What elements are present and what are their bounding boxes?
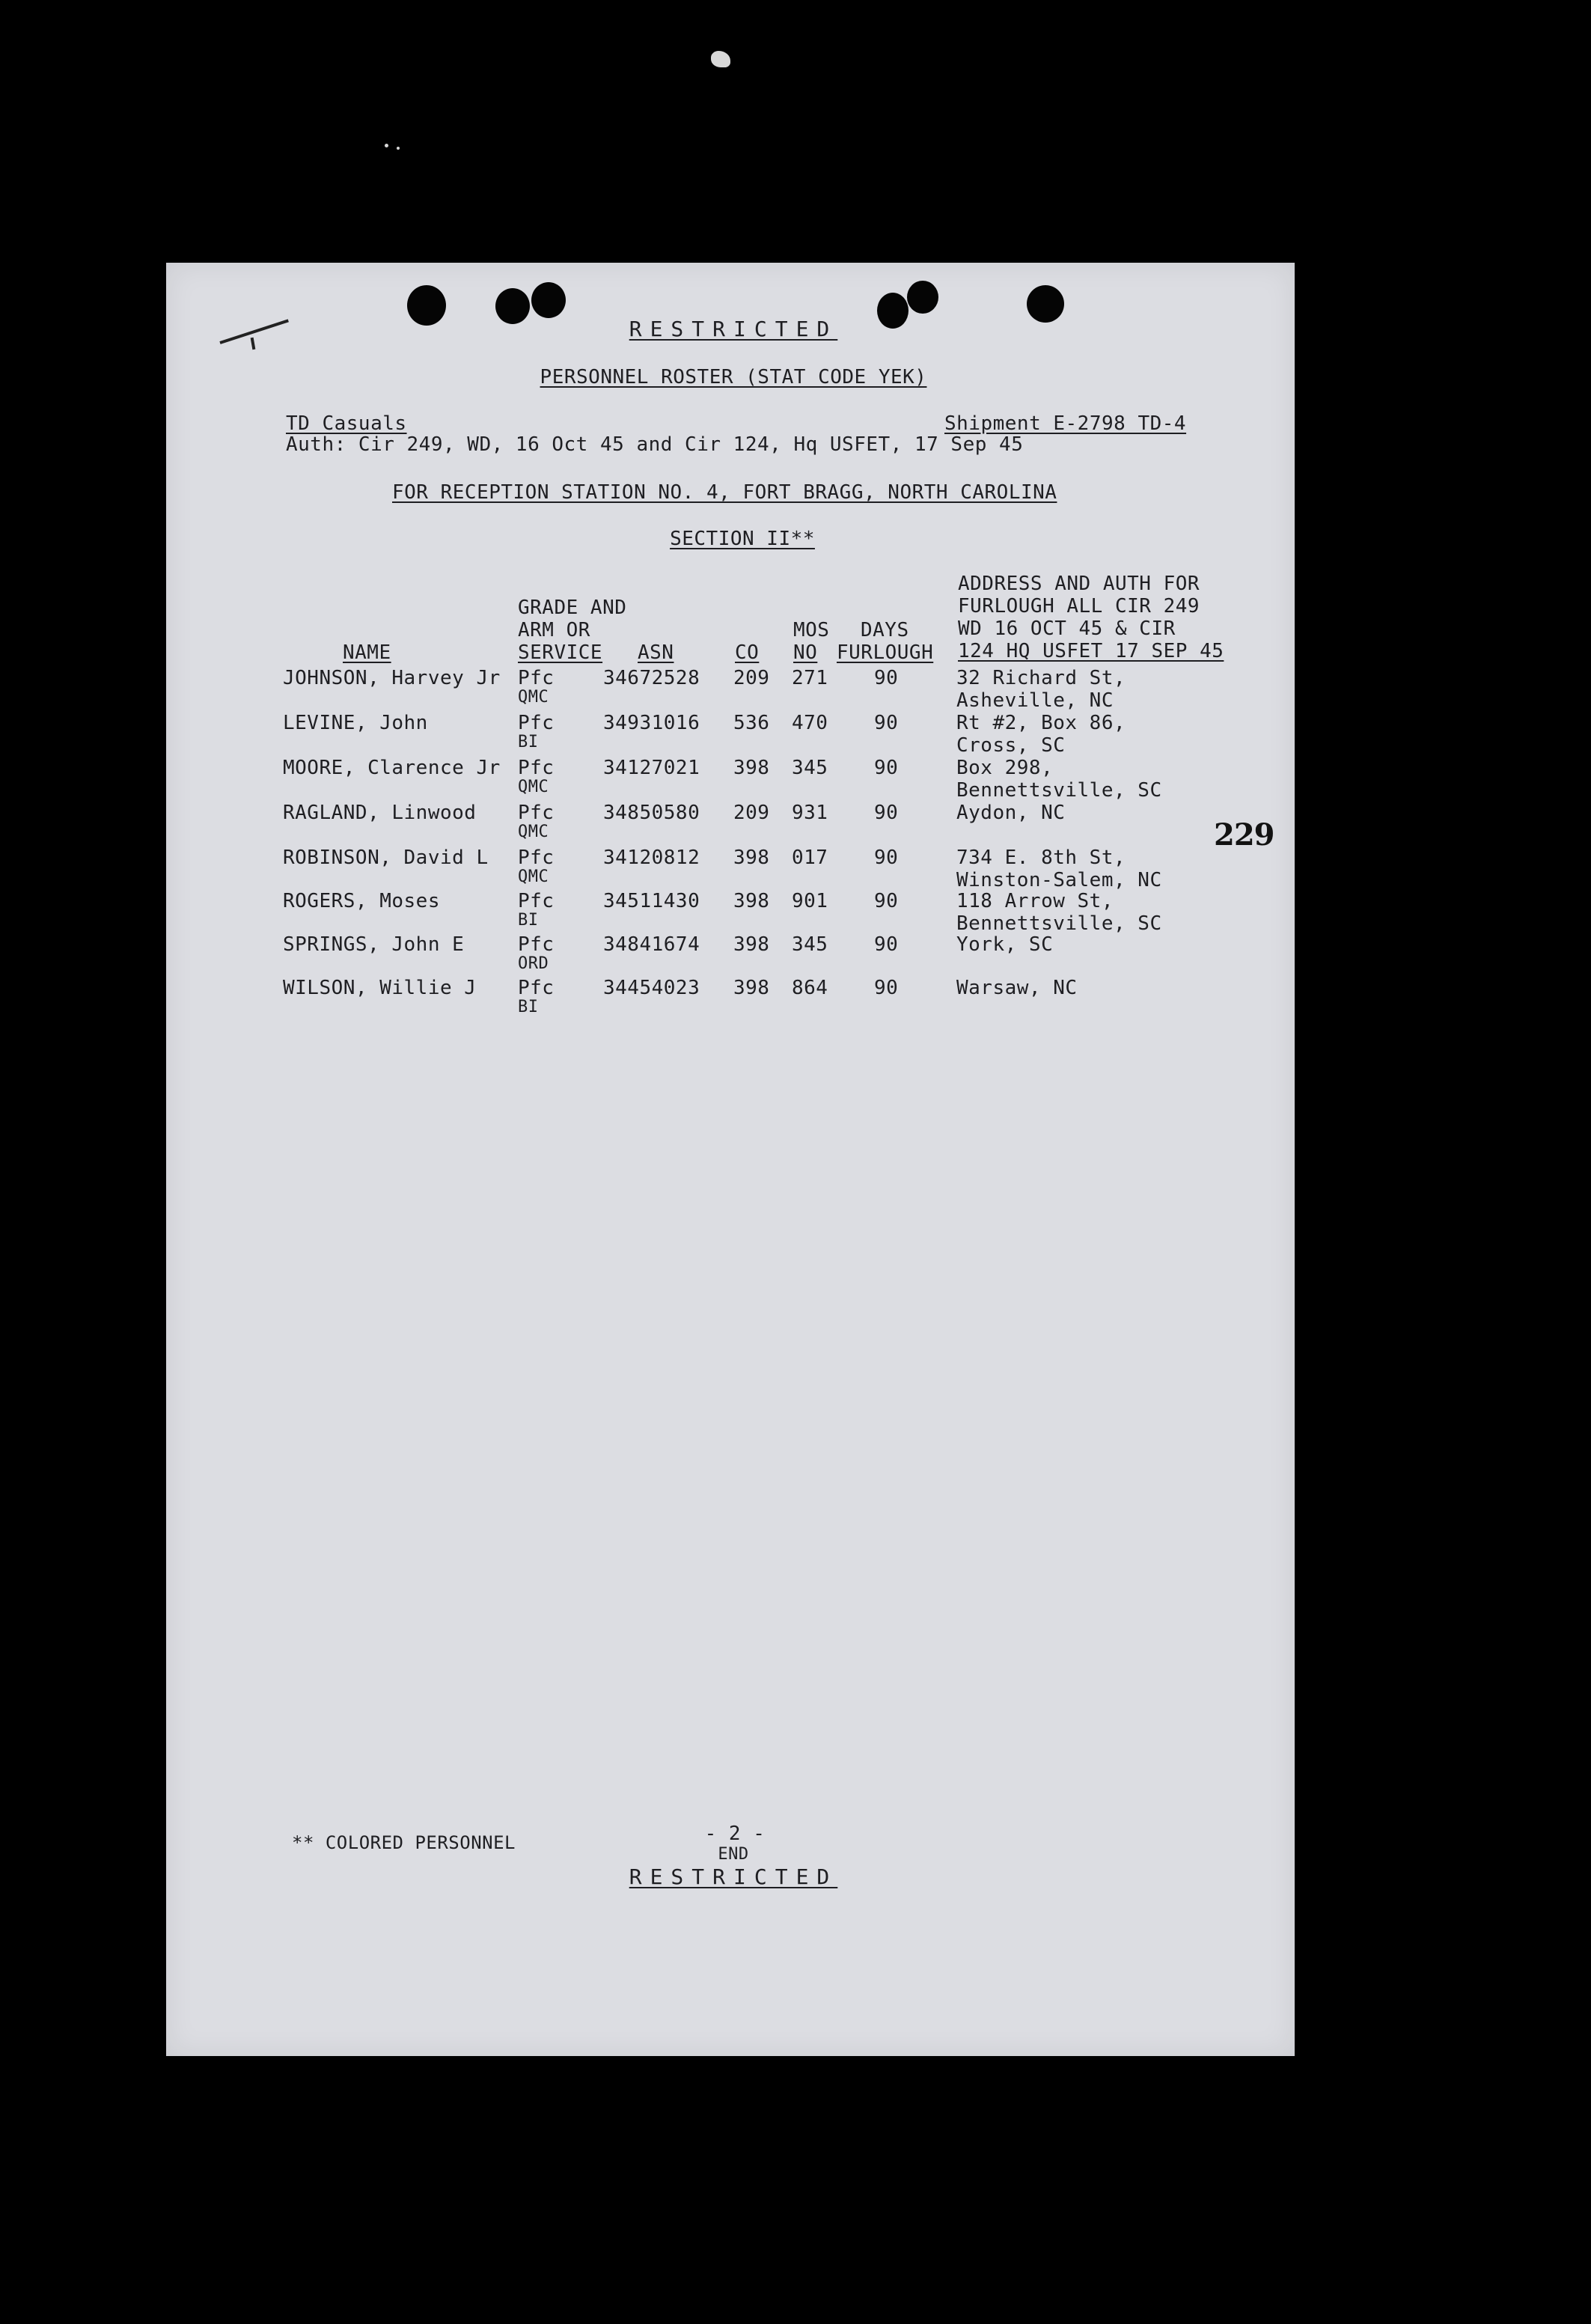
cell-grade: Pfc: [518, 933, 555, 956]
cell-arm: QMC: [518, 867, 549, 886]
cell-name: LEVINE, John: [283, 712, 428, 734]
col-days-line: FURLOUGH: [837, 641, 934, 664]
authority-line: Auth: Cir 249, WD, 16 Oct 45 and Cir 124, Hq USFET, 17 Sep 45: [286, 433, 1024, 456]
cell-asn: 34850580: [603, 802, 700, 824]
cell-name: ROBINSON, David L: [283, 847, 489, 869]
cell-co: 398: [733, 757, 770, 779]
roster-row: [166, 933, 1295, 978]
cell-arm: BI: [518, 998, 539, 1016]
cell-arm: QMC: [518, 823, 549, 841]
cell-grade: Pfc: [518, 757, 555, 779]
cell-days: 90: [874, 667, 899, 689]
cell-co: 398: [733, 977, 770, 999]
cell-name: RAGLAND, Linwood: [283, 802, 477, 824]
cell-asn: 34127021: [603, 757, 700, 779]
cell-address: Bennettsville, SC: [956, 779, 1162, 802]
roster-row: [166, 847, 1295, 891]
cell-days: 90: [874, 757, 899, 779]
page-number: - 2 -: [704, 1823, 766, 1845]
shipment-label: Shipment E-2798 TD-4: [944, 412, 1187, 435]
cell-mos: 345: [792, 933, 828, 956]
cell-address: Asheville, NC: [956, 689, 1114, 712]
cell-grade: Pfc: [518, 802, 555, 824]
cell-name: WILSON, Willie J: [283, 977, 477, 999]
cell-name: JOHNSON, Harvey Jr: [283, 667, 501, 689]
punch-hole: [877, 293, 909, 329]
unit-label: TD Casuals: [286, 412, 407, 435]
roster-title: PERSONNEL ROSTER (STAT CODE YEK): [540, 366, 927, 388]
cell-asn: 34672528: [603, 667, 700, 689]
cell-name: ROGERS, Moses: [283, 890, 440, 912]
cell-address: Rt #2, Box 86,: [956, 712, 1126, 734]
cell-arm: ORD: [518, 954, 549, 973]
cell-days: 90: [874, 712, 899, 734]
cell-mos: 017: [792, 847, 828, 869]
section-label: SECTION II**: [670, 528, 815, 550]
col-name-header: NAME: [343, 641, 391, 664]
cell-grade: Pfc: [518, 667, 555, 689]
dust-speck: [711, 51, 730, 67]
cell-arm: BI: [518, 911, 539, 930]
cell-days: 90: [874, 933, 899, 956]
page-stamp-number: 229: [1214, 817, 1274, 853]
cell-asn: 34454023: [603, 977, 700, 999]
cell-mos: 271: [792, 667, 828, 689]
dust-speck: [385, 144, 388, 147]
cell-days: 90: [874, 847, 899, 869]
cell-grade: Pfc: [518, 890, 555, 912]
col-grade-line: GRADE AND: [518, 597, 627, 619]
roster-row: [166, 977, 1295, 1022]
cell-arm: QMC: [518, 778, 549, 796]
cell-address: Winston-Salem, NC: [956, 869, 1162, 891]
cell-asn: 34931016: [603, 712, 700, 734]
cell-co: 209: [733, 667, 770, 689]
cell-arm: QMC: [518, 688, 549, 707]
cell-grade: Pfc: [518, 712, 555, 734]
roster-row: [166, 712, 1295, 757]
cell-days: 90: [874, 977, 899, 999]
col-address-line: ADDRESS AND AUTH FOR: [958, 573, 1200, 595]
cell-arm: BI: [518, 733, 539, 751]
classification-top: RESTRICTED: [629, 317, 838, 341]
cell-co: 209: [733, 802, 770, 824]
cell-co: 536: [733, 712, 770, 734]
cell-grade: Pfc: [518, 977, 555, 999]
end-marker: END: [718, 1845, 749, 1864]
roster-page: [166, 263, 1295, 2056]
col-address-line: FURLOUGH ALL CIR 249: [958, 595, 1200, 617]
dust-speck: [397, 147, 400, 150]
classification-bottom: RESTRICTED: [629, 1864, 838, 1889]
cell-co: 398: [733, 890, 770, 912]
cell-mos: 931: [792, 802, 828, 824]
cell-address: Cross, SC: [956, 734, 1066, 757]
cell-address: 118 Arrow St,: [956, 890, 1114, 912]
col-grade-line: ARM OR: [518, 619, 590, 641]
cell-co: 398: [733, 847, 770, 869]
cell-days: 90: [874, 802, 899, 824]
punch-hole: [531, 282, 566, 318]
punch-hole: [407, 285, 446, 326]
col-co-header: CO: [735, 641, 760, 664]
roster-row: [166, 890, 1295, 935]
pen-mark: [219, 319, 289, 344]
col-address-line: 124 HQ USFET 17 SEP 45: [958, 640, 1224, 662]
cell-asn: 34120812: [603, 847, 700, 869]
cell-days: 90: [874, 890, 899, 912]
cell-asn: 34511430: [603, 890, 700, 912]
cell-address: Bennettsville, SC: [956, 912, 1162, 935]
punch-hole: [907, 281, 938, 314]
cell-name: SPRINGS, John E: [283, 933, 465, 956]
cell-address: 32 Richard St,: [956, 667, 1126, 689]
cell-address: 734 E. 8th St,: [956, 847, 1126, 869]
cell-address: Warsaw, NC: [956, 977, 1078, 999]
col-mos-line: MOS: [793, 619, 830, 641]
cell-co: 398: [733, 933, 770, 956]
cell-mos: 345: [792, 757, 828, 779]
cell-address: Box 298,: [956, 757, 1054, 779]
cell-address: Aydon, NC: [956, 802, 1066, 824]
pen-mark: [251, 338, 256, 350]
col-grade-line: SERVICE: [518, 641, 603, 664]
cell-name: MOORE, Clarence Jr: [283, 757, 501, 779]
roster-row: [166, 802, 1295, 847]
col-asn-header: ASN: [638, 641, 674, 664]
col-address-line: WD 16 OCT 45 & CIR: [958, 617, 1176, 640]
col-mos-line: NO: [793, 641, 818, 664]
cell-address: York, SC: [956, 933, 1054, 956]
cell-mos: 470: [792, 712, 828, 734]
roster-row: [166, 667, 1295, 712]
roster-row: [166, 757, 1295, 802]
cell-mos: 901: [792, 890, 828, 912]
punch-hole: [495, 288, 530, 324]
cell-grade: Pfc: [518, 847, 555, 869]
col-days-line: DAYS: [861, 619, 909, 641]
punch-hole: [1027, 285, 1064, 323]
destination-line: FOR RECEPTION STATION NO. 4, FORT BRAGG, NORTH CAROLINA: [392, 481, 1057, 504]
cell-mos: 864: [792, 977, 828, 999]
footnote-label: ** COLORED PERSONNEL: [292, 1832, 516, 1853]
cell-asn: 34841674: [603, 933, 700, 956]
